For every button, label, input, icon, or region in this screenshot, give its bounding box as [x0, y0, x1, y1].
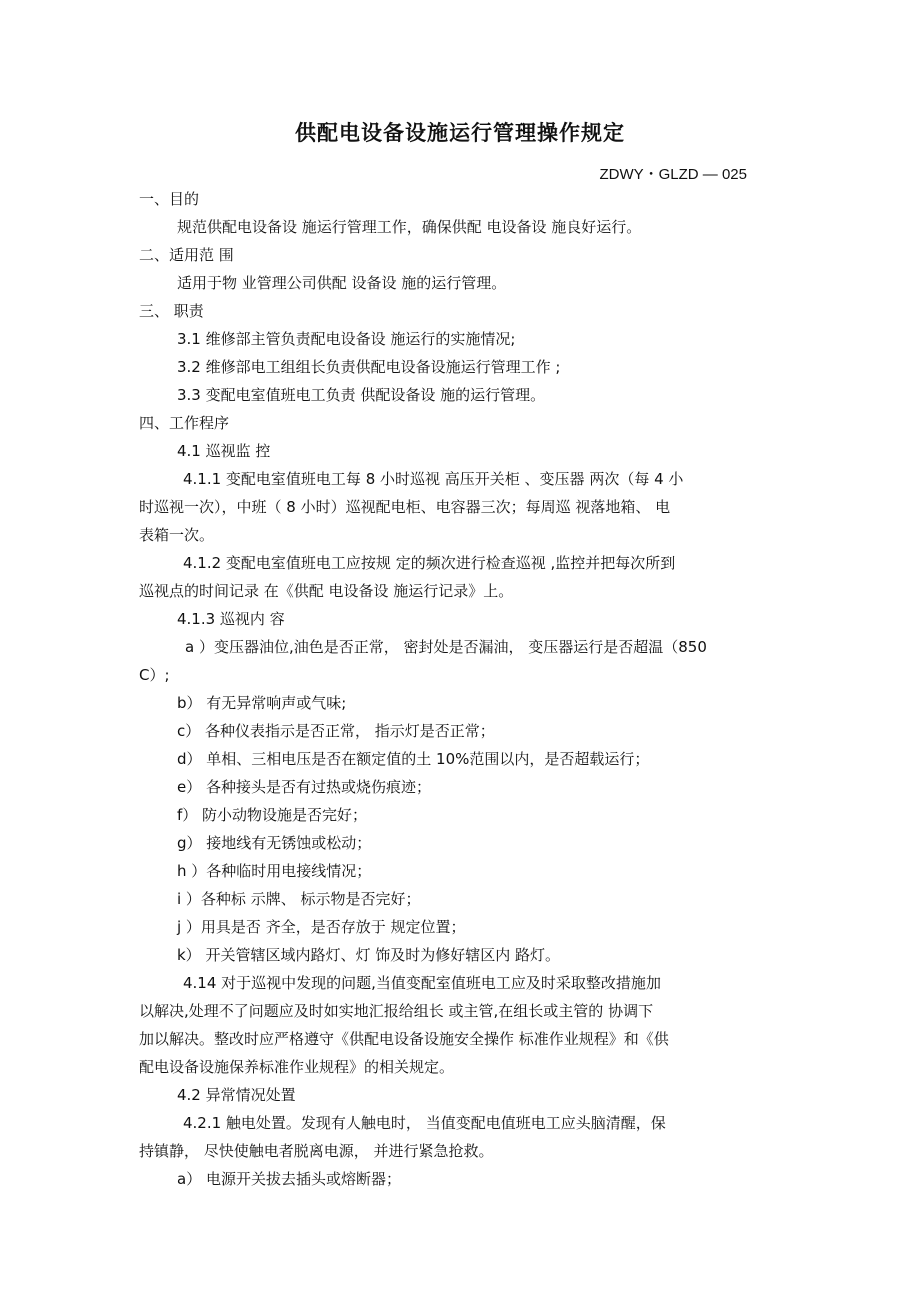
paragraph-line: 4.1.1 变配电室值班电工每 8 小时巡视 高压开关柜 、变压器 两次（每 4 小	[183, 470, 684, 488]
section-heading: 四、工作程序	[139, 414, 230, 432]
list-item: e） 各种接头是否有过热或烧伤痕迹；	[177, 778, 431, 796]
section-heading: 二、适用范 围	[139, 246, 234, 264]
paragraph-line: 表箱一次。	[139, 526, 215, 544]
paragraph-line: 时巡视一次），中班（ 8 小时）巡视配电柜、电容器三次；每周巡 视落地箱、 电	[139, 498, 671, 516]
list-item: g） 接地线有无锈蚀或松动；	[177, 834, 372, 852]
subsection-heading: 4.1.3 巡视内 容	[177, 610, 285, 628]
section-heading: 一、目的	[139, 190, 200, 208]
paragraph-line: 4.14 对于巡视中发现的问题,当值变配室值班电工应及时采取整改措施加	[183, 974, 661, 992]
document-code: ZDWY・GLZD — 025	[599, 166, 747, 183]
list-item: i ）各种标 示牌、 标示物是否完好；	[177, 890, 421, 908]
paragraph-line: 4.1.2 变配电室值班电工应按规 定的频次进行检查巡视 ,监控并把每次所到	[183, 554, 676, 572]
list-item: j ）用具是否 齐全，是否存放于 规定位置；	[177, 918, 466, 936]
list-item: h ）各种临时用电接线情况；	[177, 862, 372, 880]
list-item: k） 开关管辖区域内路灯、灯 饰及时为修好辖区内 路灯。	[177, 946, 560, 964]
paragraph-line: 适用于物 业管理公司供配 设备设 施的运行管理。	[177, 274, 507, 292]
list-item: a） 电源开关拔去插头或熔断器；	[177, 1170, 401, 1188]
list-item: b） 有无异常响声或气味;	[177, 694, 347, 712]
list-item: a ）变压器油位,油色是否正常， 密封处是否漏油， 变压器运行是否超温（850	[185, 638, 707, 656]
paragraph-line: 巡视点的时间记录 在《供配 电设备设 施运行记录》上。	[139, 582, 514, 600]
subsection-heading: 4.2 异常情况处置	[177, 1086, 296, 1104]
paragraph-line: C）;	[139, 666, 170, 684]
list-item: c） 各种仪表指示是否正常， 指示灯是否正常；	[177, 722, 495, 740]
list-item: 3.2 维修部电工组组长负责供配电设备设施运行管理工作 ;	[177, 358, 561, 376]
paragraph-line: 持镇静， 尽快使触电者脱离电源， 并进行紧急抢救。	[139, 1142, 494, 1160]
subsection-heading: 4.1 巡视监 控	[177, 442, 271, 460]
paragraph-line: 规范供配电设备设 施运行管理工作，确保供配 电设备设 施良好运行。	[177, 218, 642, 236]
paragraph-line: 加以解决。整改时应严格遵守《供配电设备设施安全操作 标准作业规程》和《供	[139, 1030, 669, 1048]
list-item: f） 防小动物设施是否完好；	[177, 806, 368, 824]
list-item: 3.3 变配电室值班电工负责 供配设备设 施的运行管理。	[177, 386, 546, 404]
paragraph-line: 配电设备设施保养标准作业规程》的相关规定。	[139, 1058, 455, 1076]
list-item: 3.1 维修部主管负责配电设备设 施运行的实施情况;	[177, 330, 516, 348]
document-title: 供配电设备设施运行管理操作规定	[295, 121, 625, 145]
list-item: d） 单相、三相电压是否在额定值的土 10%范围以内，是否超载运行；	[177, 750, 650, 768]
paragraph-line: 4.2.1 触电处置。发现有人触电时， 当值变配电值班电工应头脑清醒，保	[183, 1114, 666, 1132]
paragraph-line: 以解决,处理不了问题应及时如实地汇报给组长 或主管,在组长或主管的 协调下	[139, 1002, 654, 1020]
section-heading: 三、 职责	[139, 302, 204, 320]
